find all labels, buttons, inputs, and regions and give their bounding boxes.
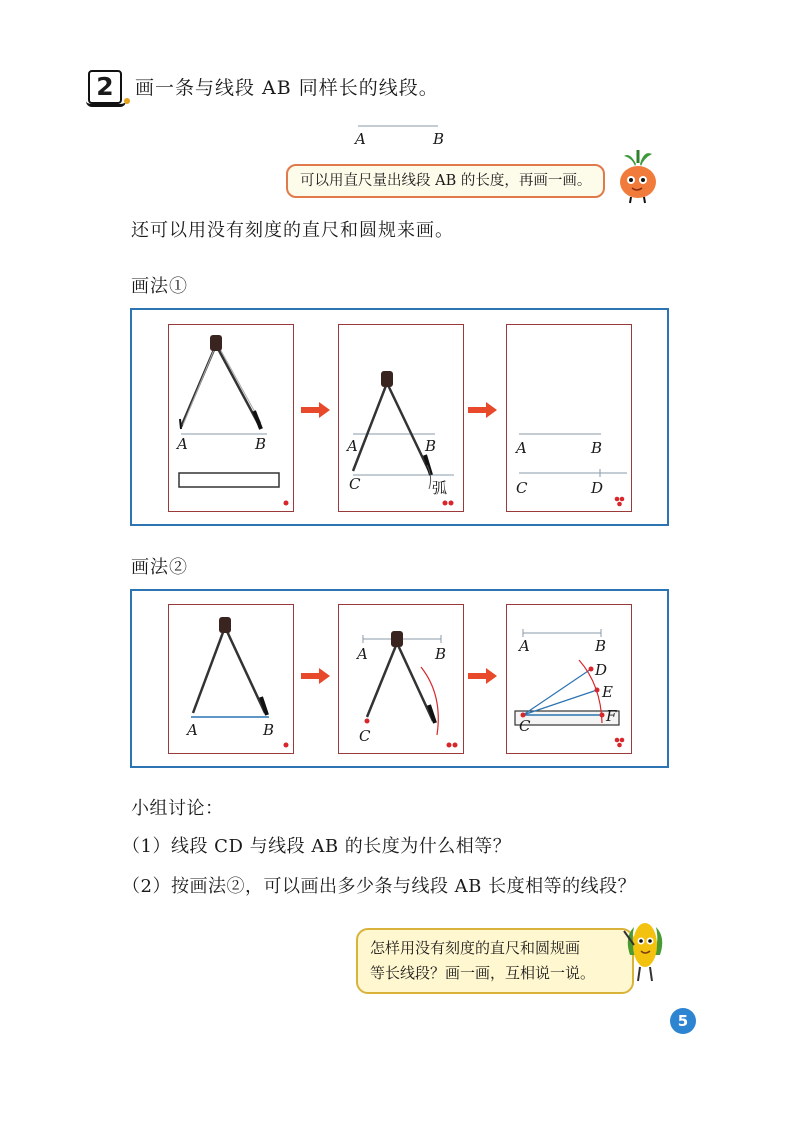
task-instruction: 画一条与线段 AB 同样长的线段。 <box>135 77 439 99</box>
m2p3-label-e: E <box>602 683 613 701</box>
segment-label-a: A <box>355 130 366 148</box>
m1p2-arc-label: 弧 <box>432 479 448 497</box>
compass-measure-drawing <box>169 325 293 511</box>
m2p3-label-b: B <box>595 637 607 655</box>
method2-title: 画法② <box>131 557 188 578</box>
step-arrow-icon <box>468 668 498 684</box>
discussion-question-2: （2）按画法②，可以画出多少条与线段 AB 长度相等的线段？ <box>122 876 637 897</box>
corn-mascot-icon <box>620 915 670 985</box>
book-icon <box>86 99 126 107</box>
m2p3-label-d: D <box>595 661 608 679</box>
m1p3-label-c: C <box>516 479 528 497</box>
method2-step1-panel <box>168 604 294 754</box>
step-arrow-icon <box>301 668 331 684</box>
segment-label-b: B <box>433 130 445 148</box>
method1-step1-panel <box>168 324 294 512</box>
corn-bubble-line1: 怎样用没有刻度的直尺和圆规画 <box>370 939 581 957</box>
m1p3-label-b: B <box>591 439 603 457</box>
m1p2-label-a: A <box>347 437 358 455</box>
page-number: 5 <box>670 1008 696 1034</box>
discussion-question-1: （1）线段 CD 与线段 AB 的长度为什么相等？ <box>122 836 512 857</box>
m2p1-label-b: B <box>263 721 275 739</box>
discussion-title: 小组讨论： <box>131 798 224 819</box>
m2p2-label-a: A <box>357 645 368 663</box>
method1-title: 画法① <box>131 276 188 297</box>
hint-speech-bubble: 可以用直尺量出线段 AB 的长度，再画一画。 <box>286 164 605 198</box>
m1p2-label-b: B <box>425 437 437 455</box>
question-number-badge: 2 <box>88 70 122 104</box>
method2-step2-panel <box>338 604 464 754</box>
m1p3-label-d: D <box>591 479 604 497</box>
method1-step3-panel <box>506 324 632 512</box>
compass-arc-drawing <box>339 605 463 753</box>
m2p3-label-a: A <box>519 637 530 655</box>
badge-dot-icon <box>124 98 130 104</box>
corn-bubble-line2: 等长线段？画一画，互相说一说。 <box>370 964 596 982</box>
step-arrow-icon <box>468 402 498 418</box>
carrot-mascot-icon <box>608 150 668 205</box>
m2p1-label-a: A <box>187 721 198 739</box>
m2p2-label-c: C <box>359 727 371 745</box>
m1p1-label-a: A <box>177 435 188 453</box>
method2-step3-panel <box>506 604 632 754</box>
m2p2-label-b: B <box>435 645 447 663</box>
m2p3-label-c: C <box>519 717 531 735</box>
method1-step2-panel <box>338 324 464 512</box>
corn-speech-bubble <box>356 928 634 994</box>
m1p3-label-a: A <box>516 439 527 457</box>
m2p3-label-f: F <box>606 707 617 725</box>
m1p2-label-c: C <box>349 475 361 493</box>
alternative-method-text: 还可以用没有刻度的直尺和圆规来画。 <box>131 220 454 241</box>
step-arrow-icon <box>301 402 331 418</box>
m1p1-label-b: B <box>255 435 267 453</box>
